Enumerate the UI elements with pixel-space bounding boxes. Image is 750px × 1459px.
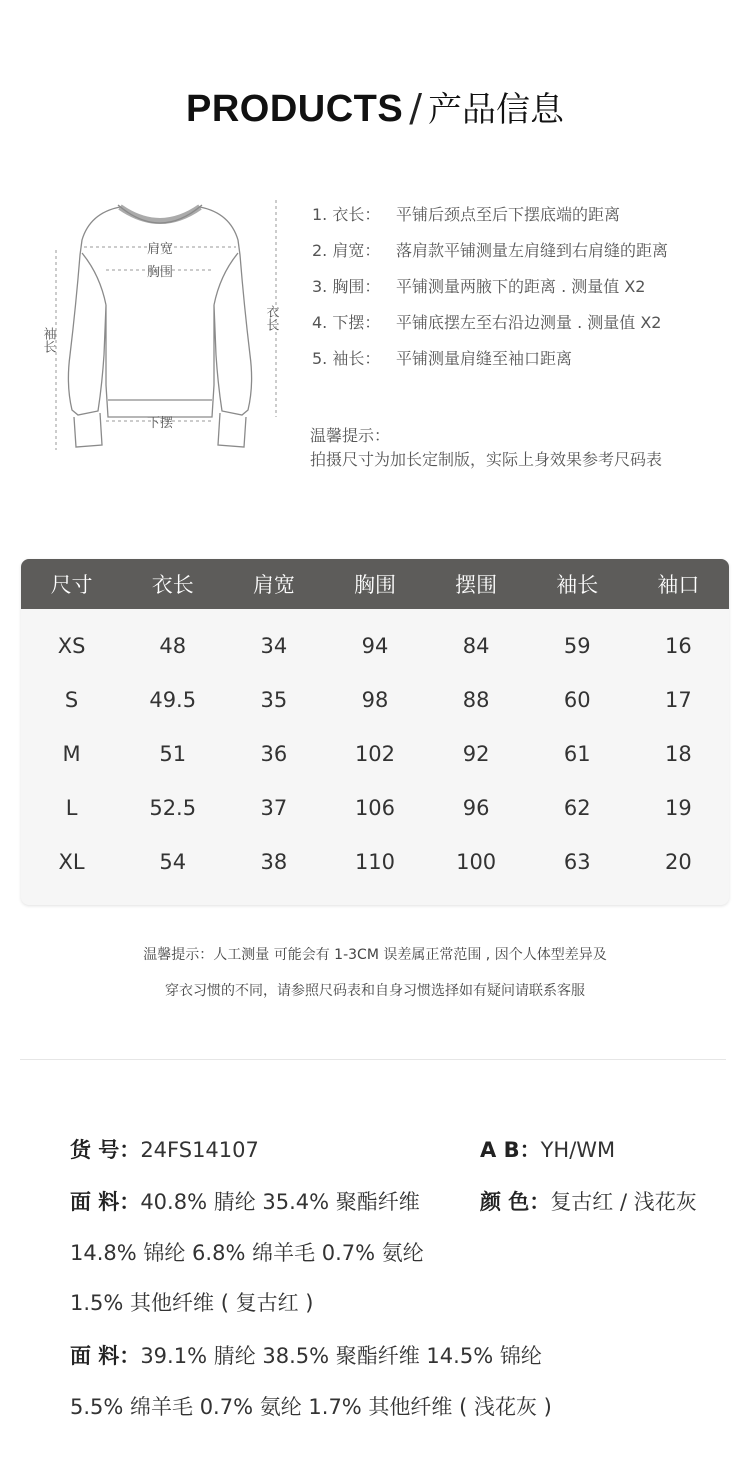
spec-line — [312, 275, 668, 311]
fabric1-line2: 14.8% 锦纶 6.8% 绵羊毛 0.7% 氨纶 — [70, 1241, 424, 1265]
table-cell: 48 — [159, 634, 187, 658]
spec-desc: 平铺测量肩缝至袖口距离 — [396, 349, 573, 368]
table-row — [21, 781, 729, 835]
table-cell: XS — [57, 634, 86, 658]
table-cell: 19 — [665, 796, 692, 820]
header-cell: 袖口 — [657, 573, 700, 597]
table-cell: 61 — [563, 742, 591, 766]
size-table-body — [21, 609, 729, 889]
table-cell: 52.5 — [149, 796, 197, 820]
table-cell: XL — [58, 850, 85, 874]
spec-label: 3. 胸围： — [312, 277, 381, 296]
table-cell: 62 — [563, 796, 591, 820]
warm-tip-title: 温馨提示： — [310, 426, 391, 445]
spec-desc: 平铺底摆左至右沿边测量 . 测量值 X2 — [396, 313, 662, 332]
size-table-header — [21, 559, 729, 609]
table-cell: 98 — [361, 688, 389, 712]
spec-line — [312, 239, 668, 275]
ab-value: YH/WM — [540, 1138, 616, 1162]
title-english: PRODUCTS — [185, 88, 404, 130]
table-cell: L — [65, 796, 78, 820]
table-cell: 102 — [354, 742, 396, 766]
sku-row — [70, 1134, 259, 1164]
fabric1-line3: 1.5% 其他纤维 ( 复古红 ) — [70, 1291, 314, 1315]
table-cell: 16 — [665, 634, 692, 658]
table-row — [21, 727, 729, 781]
fabric1-line1: 40.8% 腈纶 35.4% 聚酯纤维 — [140, 1190, 420, 1214]
table-cell: 88 — [462, 688, 490, 712]
warm-tip — [310, 424, 662, 472]
color-value: 复古红 / 浅花灰 — [550, 1190, 697, 1214]
table-cell: 94 — [361, 634, 389, 658]
measurement-note-line1: 温馨提示：人工测量 可能会有 1-3CM 误差属正常范围 , 因个人体型差异及 — [143, 947, 607, 963]
spec-line — [312, 311, 668, 347]
page-title — [0, 82, 750, 131]
diagram-label-shoulder: 肩宽 — [146, 242, 174, 257]
measurement-note-line2: 穿衣习惯的不同，请参照尺码表和自身习惯选择如有疑问请联系客服 — [165, 983, 585, 999]
table-cell: 37 — [260, 796, 288, 820]
fabric2-label: 面 料： — [70, 1344, 141, 1368]
size-table — [21, 559, 729, 905]
spec-desc: 落肩款平铺测量左肩缝到右肩缝的距离 — [396, 241, 669, 260]
table-cell: 36 — [260, 742, 288, 766]
fabric2-line2: 5.5% 绵羊毛 0.7% 氨纶 1.7% 其他纤维 ( 浅花灰 ) — [70, 1395, 552, 1419]
table-cell: 51 — [159, 742, 187, 766]
measurement-specs — [312, 203, 668, 383]
table-cell: 63 — [563, 850, 591, 874]
fabric2-line1: 39.1% 腈纶 38.5% 聚酯纤维 14.5% 锦纶 — [140, 1344, 542, 1368]
table-cell: 96 — [462, 796, 490, 820]
spec-line — [312, 347, 668, 383]
header-cell: 肩宽 — [252, 573, 295, 597]
table-cell: 92 — [462, 742, 490, 766]
table-cell: 100 — [456, 850, 497, 874]
spec-label: 2. 肩宽： — [312, 241, 381, 260]
spec-label: 4. 下摆： — [312, 313, 381, 332]
title-slash: / — [409, 86, 423, 130]
table-row — [21, 835, 729, 889]
table-cell: 59 — [563, 634, 591, 658]
header-cell: 袖长 — [556, 573, 599, 597]
header-cell: 尺寸 — [50, 573, 93, 597]
table-cell: 60 — [563, 688, 591, 712]
warm-tip-text: 拍摄尺寸为加长定制版，实际上身效果参考尺码表 — [310, 450, 663, 469]
spec-label: 1. 衣长： — [312, 205, 381, 224]
spec-line — [312, 203, 668, 239]
table-cell: 54 — [159, 850, 187, 874]
table-cell: 34 — [260, 634, 288, 658]
ab-row — [480, 1134, 615, 1164]
diagram-label-chest: 胸围 — [146, 265, 174, 280]
diagram-label-hem: 下摆 — [146, 416, 174, 431]
fabric1-row — [70, 1186, 420, 1216]
table-cell: 38 — [260, 850, 288, 874]
table-cell: S — [64, 688, 79, 712]
section-divider — [20, 1059, 726, 1060]
spec-label: 5. 袖长： — [312, 349, 381, 368]
table-cell: 110 — [354, 850, 396, 874]
header-cell: 摆围 — [455, 573, 498, 597]
table-cell: 35 — [260, 688, 288, 712]
table-cell: 49.5 — [149, 688, 197, 712]
sku-label: 货 号： — [70, 1138, 141, 1162]
spec-desc: 平铺测量两腋下的距离 . 测量值 X2 — [396, 277, 646, 296]
ab-label: A B： — [480, 1138, 541, 1162]
diagram-label-length: 衣长 — [263, 305, 279, 331]
sku-value: 24FS14107 — [140, 1138, 259, 1162]
fabric1-label: 面 料： — [70, 1190, 141, 1214]
table-cell: 20 — [665, 850, 692, 874]
color-row — [480, 1186, 697, 1216]
fabric2-row — [70, 1340, 542, 1370]
table-cell: 84 — [462, 634, 490, 658]
title-chinese: 产品信息 — [428, 90, 565, 130]
table-cell: 106 — [354, 796, 396, 820]
table-row — [21, 619, 729, 673]
table-row — [21, 673, 729, 727]
table-cell: M — [62, 742, 81, 766]
table-cell: 17 — [665, 688, 692, 712]
spec-desc: 平铺后颈点至后下摆底端的距离 — [396, 205, 621, 224]
header-cell: 胸围 — [353, 573, 396, 597]
header-cell: 衣长 — [151, 573, 194, 597]
sweater-measurement-diagram — [40, 195, 300, 465]
diagram-label-sleeve: 袖长 — [40, 327, 56, 353]
table-cell: 18 — [665, 742, 692, 766]
color-label: 颜 色： — [480, 1190, 551, 1214]
